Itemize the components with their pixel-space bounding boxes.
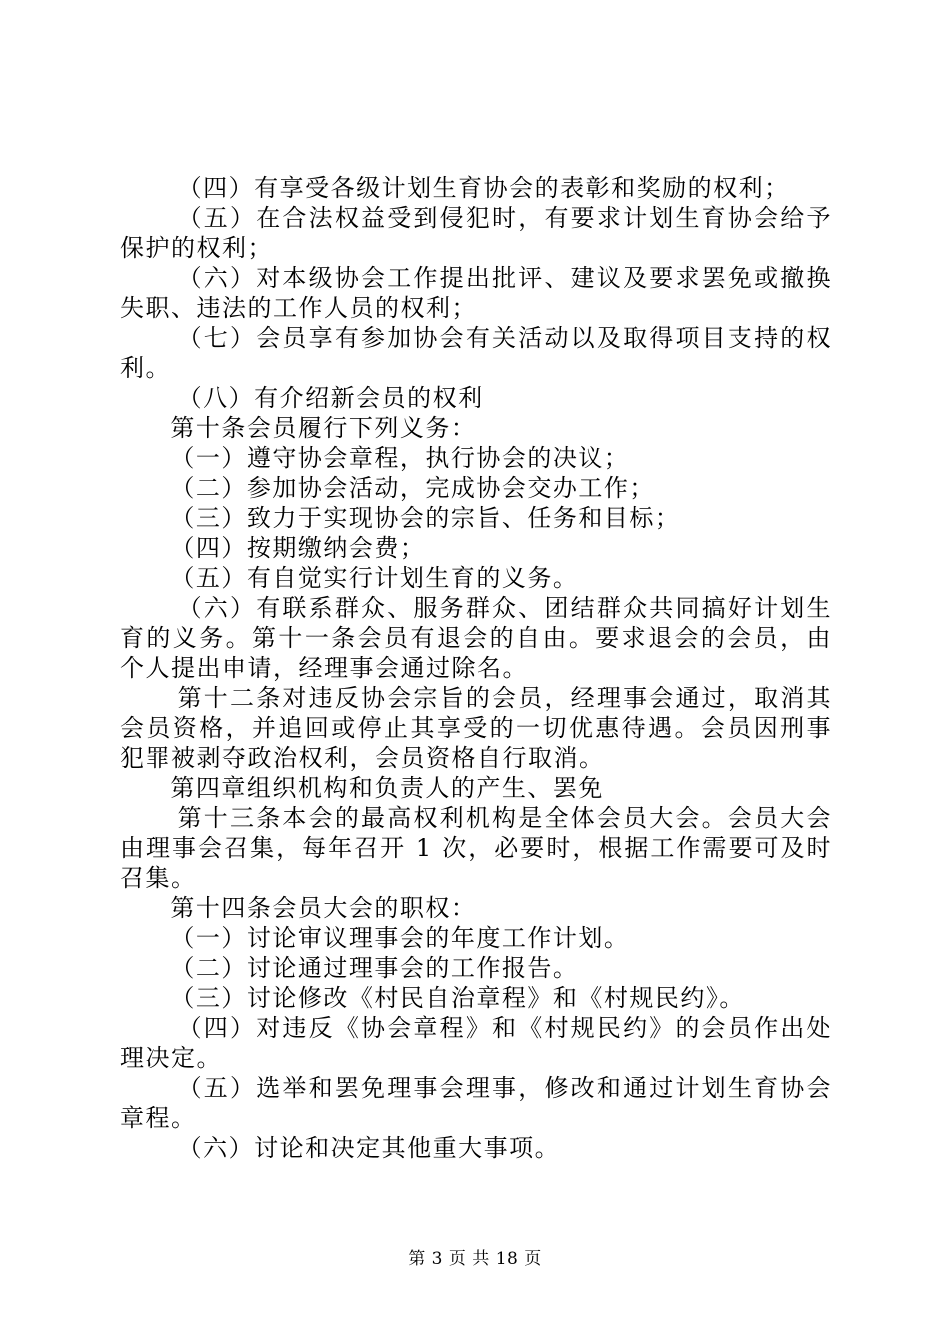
paragraph: （四）有享受各级计划生育协会的表彰和奖励的权利； bbox=[177, 174, 790, 202]
paragraph: （七）会员享有参加协会有关活动以及取得项目支持的权利。 bbox=[120, 324, 832, 382]
paragraph: （四）按期缴纳会费； bbox=[170, 534, 426, 562]
paragraph: （二）讨论通过理事会的工作报告。 bbox=[170, 954, 579, 982]
paragraph: （五）选举和罢免理事会理事，修改和通过计划生育协会章程。 bbox=[120, 1074, 832, 1132]
paragraph: （一）遵守协会章程，执行协会的决议； bbox=[170, 444, 630, 472]
paragraph: （六）对本级协会工作提出批评、建议及要求罢免或撤换失职、违法的工作人员的权利； bbox=[120, 264, 832, 322]
paragraph: 第十二条对违反协会宗旨的会员，经理事会通过，取消其会员资格，并追回或停止其享受的一切优惠待遇。会员因刑事犯罪被剥夺政治权利，会员资格自行取消。 bbox=[120, 684, 832, 772]
chapter-heading: 第四章组织机构和负责人的产生、罢免 bbox=[170, 774, 604, 802]
paragraph: 第十条会员履行下列义务： bbox=[170, 414, 477, 442]
paragraph: 第十四条会员大会的职权： bbox=[170, 894, 477, 922]
paragraph: （六）有联系群众、服务群众、团结群众共同搞好计划生育的义务。第十一条会员有退会的自由。要求退会的会员，由个人提出申请，经理事会通过除名。 bbox=[120, 594, 832, 682]
paragraph: （四）对违反《协会章程》和《村规民约》的会员作出处理决定。 bbox=[120, 1014, 832, 1072]
paragraph: （二）参加协会活动，完成协会交办工作； bbox=[170, 474, 655, 502]
paragraph: （八）有介绍新会员的权利 bbox=[177, 384, 484, 412]
page-number-footer: 第 3 页 共 18 页 bbox=[408, 1249, 542, 1269]
paragraph: （一）讨论审议理事会的年度工作计划。 bbox=[170, 924, 630, 952]
paragraph: （三）讨论修改《村民自治章程》和《村规民约》。 bbox=[170, 984, 745, 1012]
paragraph: （六）讨论和决定其他重大事项。 bbox=[177, 1134, 561, 1162]
paragraph: 第十三条本会的最高权利机构是全体会员大会。会员大会由理事会召集，每年召开 1 次，必要时，根据工作需要可及时召集。 bbox=[120, 804, 832, 892]
paragraph: （三）致力于实现协会的宗旨、任务和目标； bbox=[170, 504, 681, 532]
document-body bbox=[120, 173, 832, 1163]
paragraph: （五）在合法权益受到侵犯时，有要求计划生育协会给予保护的权利； bbox=[120, 204, 832, 262]
paragraph: （五）有自觉实行计划生育的义务。 bbox=[170, 564, 579, 592]
